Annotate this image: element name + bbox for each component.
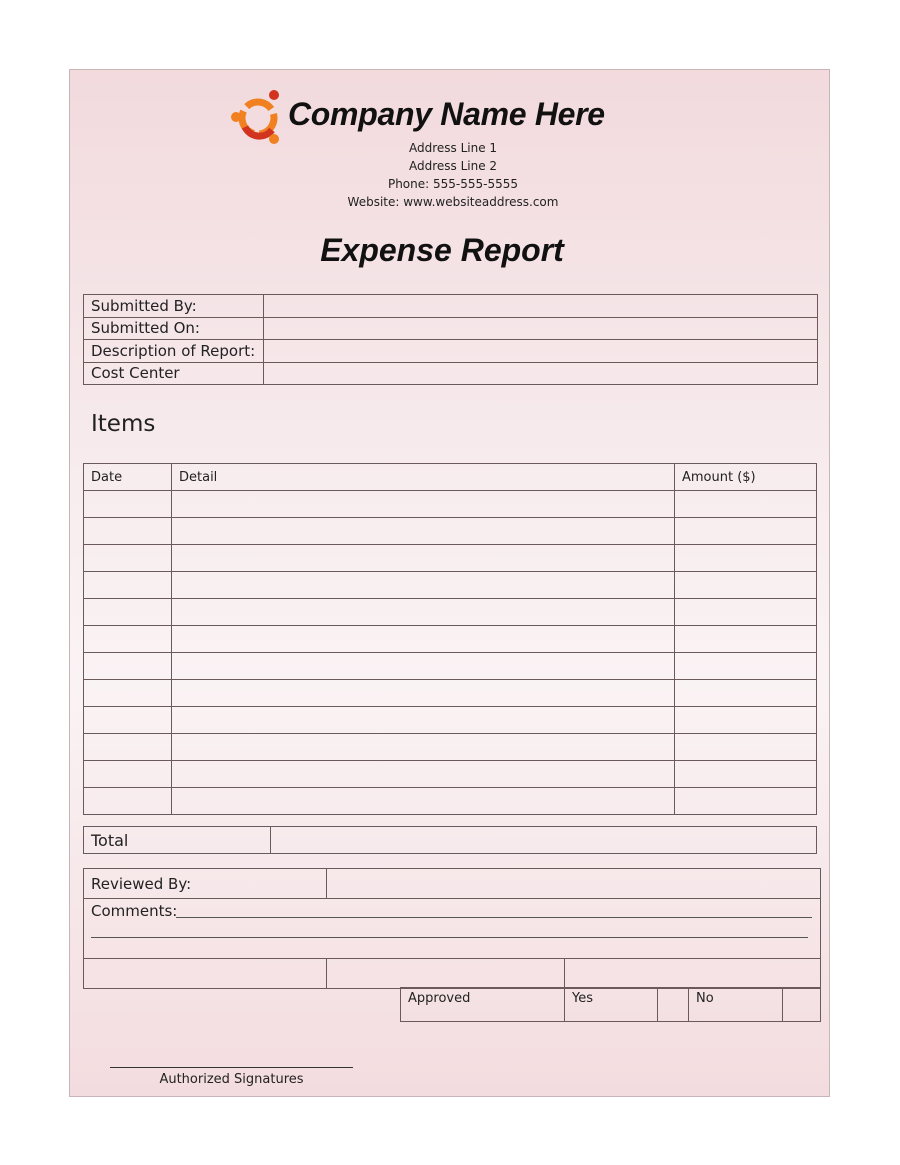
table-row <box>84 680 817 707</box>
table-row <box>84 491 817 518</box>
table-row <box>84 518 817 545</box>
comments-label: Comments: <box>91 902 178 920</box>
approval-table <box>400 987 821 1022</box>
date-cell[interactable] <box>84 680 172 707</box>
phone: Phone: 555-555-5555 <box>387 177 519 191</box>
amount-cell[interactable] <box>675 491 817 518</box>
report-info-table <box>83 294 818 385</box>
yes-checkbox[interactable] <box>658 988 689 1022</box>
amount-cell[interactable] <box>675 626 817 653</box>
total-table <box>83 826 817 854</box>
column-header-date: Date <box>84 464 172 491</box>
comments-row <box>84 899 821 959</box>
detail-cell[interactable] <box>172 761 675 788</box>
info-label: Submitted By: <box>84 295 264 318</box>
amount-cell[interactable] <box>675 707 817 734</box>
website: Website: www.websiteaddress.com <box>347 195 559 209</box>
date-cell[interactable] <box>84 707 172 734</box>
address-line-2: Address Line 2 <box>408 159 498 173</box>
table-row <box>84 599 817 626</box>
approval-row <box>401 988 821 1022</box>
date-cell[interactable] <box>84 572 172 599</box>
review-table <box>83 868 821 989</box>
info-label: Cost Center <box>84 362 264 385</box>
info-label: Description of Report: <box>84 340 264 363</box>
no-checkbox[interactable] <box>783 988 821 1022</box>
comments-line <box>91 937 808 938</box>
amount-cell[interactable] <box>675 788 817 815</box>
detail-cell[interactable] <box>172 734 675 761</box>
approved-label: Approved <box>401 988 565 1022</box>
detail-cell[interactable] <box>172 491 675 518</box>
detail-cell[interactable] <box>172 788 675 815</box>
signature-label: Authorized Signatures <box>159 1072 304 1087</box>
date-cell[interactable] <box>84 491 172 518</box>
company-logo-icon <box>228 88 288 148</box>
date-cell[interactable] <box>84 653 172 680</box>
items-heading: Items <box>91 411 156 437</box>
comments-area[interactable] <box>84 899 821 959</box>
address-line-1: Address Line 1 <box>408 141 498 155</box>
total-field[interactable] <box>271 827 817 854</box>
detail-cell[interactable] <box>172 680 675 707</box>
table-row <box>84 788 817 815</box>
date-cell[interactable] <box>84 599 172 626</box>
date-cell[interactable] <box>84 518 172 545</box>
date-cell[interactable] <box>84 761 172 788</box>
detail-cell[interactable] <box>172 626 675 653</box>
amount-cell[interactable] <box>675 545 817 572</box>
page-title: Expense Report <box>320 232 564 268</box>
info-row-description <box>84 340 818 363</box>
submitted-on-field[interactable] <box>264 317 818 340</box>
reviewed-by-row <box>84 869 821 899</box>
items-table <box>83 463 817 815</box>
detail-cell[interactable] <box>172 545 675 572</box>
signature-line[interactable] <box>110 1067 353 1068</box>
total-row <box>84 827 817 854</box>
detail-cell[interactable] <box>172 653 675 680</box>
table-row <box>84 545 817 572</box>
table-row <box>84 761 817 788</box>
amount-cell[interactable] <box>675 572 817 599</box>
comments-line <box>176 917 812 918</box>
description-field[interactable] <box>264 340 818 363</box>
blank-cell[interactable] <box>565 959 821 989</box>
amount-cell[interactable] <box>675 518 817 545</box>
table-row <box>84 653 817 680</box>
reviewed-by-field[interactable] <box>327 869 821 899</box>
amount-cell[interactable] <box>675 653 817 680</box>
info-row-submitted-by <box>84 295 818 318</box>
total-label: Total <box>84 827 271 854</box>
blank-row <box>84 959 821 989</box>
reviewed-by-label: Reviewed By: <box>84 869 327 899</box>
table-row <box>84 626 817 653</box>
blank-cell[interactable] <box>84 959 327 989</box>
no-label: No <box>689 988 783 1022</box>
date-cell[interactable] <box>84 734 172 761</box>
detail-cell[interactable] <box>172 572 675 599</box>
table-row <box>84 734 817 761</box>
detail-cell[interactable] <box>172 599 675 626</box>
table-row <box>84 572 817 599</box>
company-name: Company Name Here <box>288 96 605 132</box>
blank-cell[interactable] <box>327 959 565 989</box>
cost-center-field[interactable] <box>264 362 818 385</box>
info-row-cost-center <box>84 362 818 385</box>
submitted-by-field[interactable] <box>264 295 818 318</box>
date-cell[interactable] <box>84 788 172 815</box>
items-header-row <box>84 464 817 491</box>
yes-label: Yes <box>565 988 658 1022</box>
detail-cell[interactable] <box>172 518 675 545</box>
date-cell[interactable] <box>84 545 172 572</box>
column-header-amount: Amount ($) <box>675 464 817 491</box>
detail-cell[interactable] <box>172 707 675 734</box>
amount-cell[interactable] <box>675 599 817 626</box>
table-row <box>84 707 817 734</box>
info-label: Submitted On: <box>84 317 264 340</box>
info-row-submitted-on <box>84 317 818 340</box>
date-cell[interactable] <box>84 626 172 653</box>
column-header-detail: Detail <box>172 464 675 491</box>
amount-cell[interactable] <box>675 680 817 707</box>
amount-cell[interactable] <box>675 734 817 761</box>
amount-cell[interactable] <box>675 761 817 788</box>
